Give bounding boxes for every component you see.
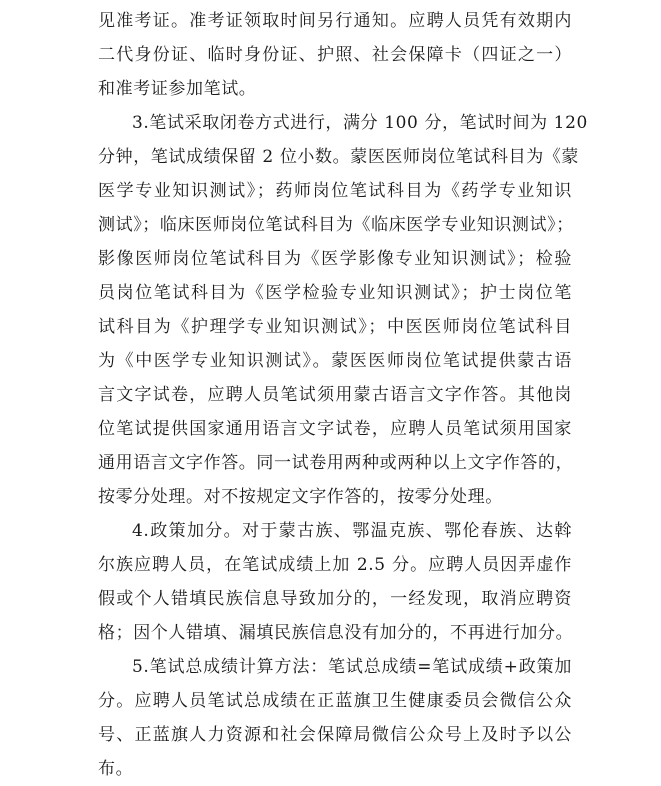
text-line: 分。应聘人员笔试总成绩在正蓝旗卫生健康委员会微信公众 bbox=[98, 691, 572, 711]
text-line: 假或个人错填民族信息导致加分的，一经发现，取消应聘资 bbox=[98, 589, 572, 609]
text-line: 试科目为《护理学专业知识测试》；中医医师岗位笔试科目 bbox=[98, 317, 572, 337]
text-line: 言文字试卷，应聘人员笔试须用蒙古语言文字作答。其他岗 bbox=[98, 385, 572, 405]
text-line: 号、正蓝旗人力资源和社会保障局微信公众号上及时予以公 bbox=[98, 725, 572, 745]
paragraph-5-start: 5.笔试总成绩计算方法：笔试总成绩=笔试成绩+政策加 bbox=[132, 657, 572, 677]
text-line: 二代身份证、临时身份证、护照、社会保障卡（四证之一） bbox=[98, 45, 572, 65]
text-line: 医学专业知识测试》；药师岗位笔试科目为《药学专业知识 bbox=[98, 181, 572, 201]
text-line: 和准考证参加笔试。 bbox=[98, 79, 257, 99]
text-line: 布。 bbox=[98, 759, 134, 779]
text-line: 尔族应聘人员，在笔试成绩上加 2.5 分。应聘人员因弄虚作 bbox=[98, 555, 572, 575]
text-line: 通用语言文字作答。同一试卷用两种或两种以上文字作答的， bbox=[98, 453, 574, 473]
text-line: 影像医师岗位笔试科目为《医学影像专业知识测试》；检验 bbox=[98, 249, 572, 269]
text-line: 格；因个人错填、漏填民族信息没有加分的，不再进行加分。 bbox=[98, 623, 574, 643]
paragraph-3-start: 3.笔试采取闭卷方式进行，满分 100 分，笔试时间为 120 bbox=[132, 113, 588, 133]
text-line: 员岗位笔试科目为《医学检验专业知识测试》；护士岗位笔 bbox=[98, 283, 572, 303]
text-line: 按零分处理。对不按规定文字作答的，按零分处理。 bbox=[98, 487, 503, 507]
text-line: 为《中医学专业知识测试》。蒙医医师岗位笔试提供蒙古语 bbox=[98, 351, 572, 371]
paragraph-4-start: 4.政策加分。对于蒙古族、鄂温克族、鄂伦春族、达斡 bbox=[132, 521, 572, 541]
text-line: 测试》；临床医师岗位笔试科目为《临床医学专业知识测试》； bbox=[98, 215, 574, 235]
text-line: 分钟，笔试成绩保留 2 位小数。蒙医医师岗位笔试科目为《蒙 bbox=[98, 147, 580, 167]
text-line: 见准考证。准考证领取时间另行通知。应聘人员凭有效期内 bbox=[98, 11, 572, 31]
text-line: 位笔试提供国家通用语言文字试卷，应聘人员笔试须用国家 bbox=[98, 419, 572, 439]
